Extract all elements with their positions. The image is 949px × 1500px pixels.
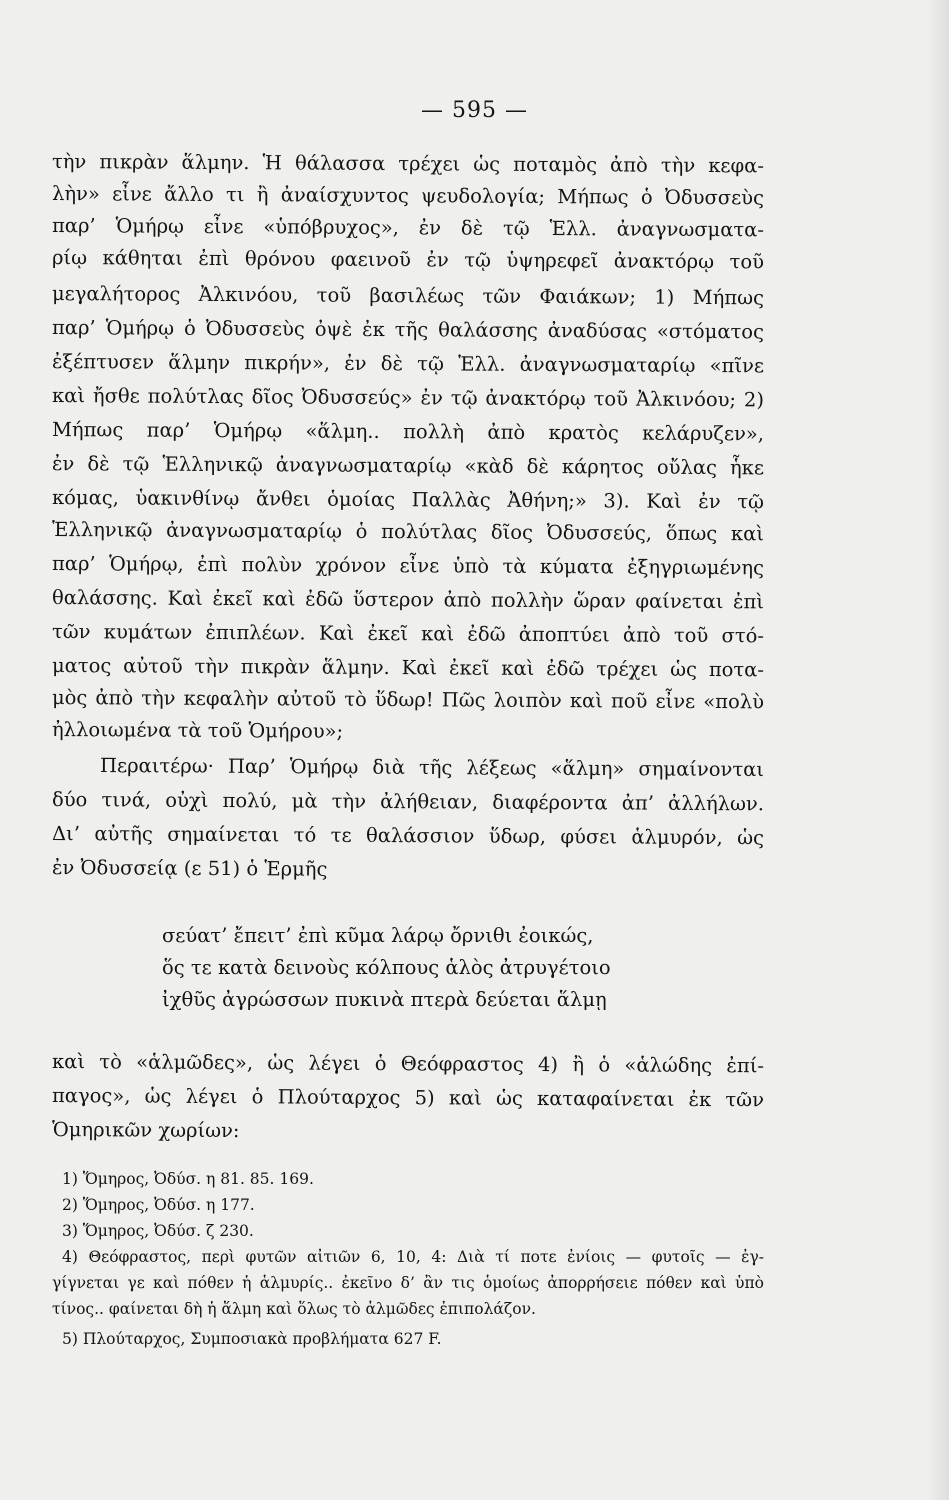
text-line: παρ’ Ὁμήρῳ ὁ Ὀδυσσεὺς ὀψὲ ἐκ τῆς θαλάσσης ἀναδύσας «στόματος <box>51 316 765 344</box>
footnote-3: 3) Ὅμηρος, Ὀδύσ. ζ 230. <box>62 1222 254 1240</box>
footnote-1: 1) Ὅμηρος, Ὀδύσ. η 81. 85. 169. <box>62 1170 314 1188</box>
text-line: μεγαλήτορος Ἀλκινόου, τοῦ βασιλέως τῶν Φαιάκων; 1) Μήπως <box>51 282 765 310</box>
footnote-5: 5) Πλούταρχος, Συμποσιακὰ προβλήματα 627 F. <box>62 1330 442 1348</box>
footnote-4-line: γίγνεται γε καὶ πόθεν ἡ ἁλμυρίς.. ἐκεῖνο δ’ ἂν τις ὁμοίως ἀπορρήσειε πόθεν καὶ ὑπὸ <box>52 1274 764 1292</box>
text-line: θαλάσσης. Καὶ ἐκεῖ καὶ ἐδῶ ὕστερον ἀπὸ πολλὴν ὥραν φαίνεται ἐπὶ <box>51 586 765 614</box>
text-line: τῶν κυμάτων ἐπιπλέων. Καὶ ἐκεῖ καὶ ἐδῶ ἀποπτύει ἀπὸ τοῦ στό- <box>51 620 765 648</box>
verse-line: ἰχθῦς ἀγρώσσων πυκινὰ πτερὰ δεύεται ἅλμῃ <box>162 988 607 1011</box>
text-line: ἠλλοιωμένα τὰ τοῦ Ὁμήρου»; <box>51 718 344 743</box>
text-line: ρίῳ κάθηται ἐπὶ θρόνου φαεινοῦ ἐν τῷ ὑψηρεφεῖ ἀνακτόρῳ τοῦ <box>51 246 765 274</box>
verse-line: ὅς τε κατὰ δεινοὺς κόλπους ἁλὸς ἀτρυγέτοιο <box>162 956 611 979</box>
text-line: Δι’ αὐτῆς σημαίνεται τό τε θαλάσσιον ὕδωρ, φύσει ἁλμυρόν, ὡς <box>51 822 765 850</box>
footnote-4-line: 4) Θεόφραστος, περὶ φυτῶν αἰτιῶν 6, 10, 4: Διὰ τί ποτε ἐνίοις — φυτοῖς — ἐγ- <box>62 1248 764 1266</box>
text-line: καὶ τὸ «ἁλμῶδες», ὡς λέγει ὁ Θεόφραστος 4) ἢ ὁ «ἁλώδης ἐπί- <box>51 1050 765 1078</box>
text-line: παρ’ Ὁμήρῳ εἶνε «ὑπόβρυχος», ἐν δὲ τῷ Ἑλλ. ἀναγνωσματα- <box>51 214 765 242</box>
text-line: ἐν Ὀδυσσείᾳ (ε 51) ὁ Ἑρμῆς <box>51 856 328 881</box>
page-edge-shadow <box>927 0 949 1500</box>
text-line: μὸς ἀπὸ τὴν κεφαλὴν αὐτοῦ τὸ ὕδωρ! Πῶς λοιπὸν καὶ ποῦ εἶνε «πολὺ <box>51 686 765 714</box>
footnote-4-line: τίνος.. φαίνεται δὴ ἡ ἅλμη καὶ ὅλως τὸ ἁλμῶδες ἐπιπολάζον. <box>52 1300 536 1318</box>
text-line: Ὁμηρικῶν χωρίων: <box>51 1118 240 1143</box>
page-number: — 595 — <box>421 98 528 123</box>
text-line: ματος αὐτοῦ τὴν πικρὰν ἅλμην. Καὶ ἐκεῖ καὶ ἐδῶ τρέχει ὡς ποτα- <box>51 654 765 682</box>
text-line: ἐξέπτυσεν ἅλμην πικρήν», ἐν δὲ τῷ Ἑλλ. ἀναγνωσματαρίῳ «πῖνε <box>51 350 765 378</box>
footnote-2: 2) Ὅμηρος, Ὀδύσ. η 177. <box>62 1196 255 1214</box>
text-line: τὴν πικρὰν ἅλμην. Ἡ θάλασσα τρέχει ὡς ποταμὸς ἀπὸ τὴν κεφα- <box>51 150 765 178</box>
text-line: κόμας, ὑακινθίνῳ ἄνθει ὁμοίας Παλλὰς Ἀθήνη;» 3). Καὶ ἐν τῷ <box>51 486 765 514</box>
text-line: παρ’ Ὁμήρῳ, ἐπὶ πολὺν χρόνον εἶνε ὑπὸ τὰ κύματα ἐξηγριωμένης <box>51 552 765 580</box>
text-line: παγος», ὡς λέγει ὁ Πλούταρχος 5) καὶ ὡς καταφαίνεται ἐκ τῶν <box>51 1084 765 1112</box>
text-line: δύο τινά, οὐχὶ πολύ, μὰ τὴν ἀλήθειαν, διαφέροντα ἀπ’ ἀλλήλων. <box>51 788 765 816</box>
text-line: λὴν» εἶνε ἄλλο τι ἢ ἀναίσχυντος ψευδολογία; Μήπως ὁ Ὀδυσσεὺς <box>51 182 765 210</box>
text-line: Μήπως παρ’ Ὁμήρῳ «ἅλμη.. πολλὴ ἀπὸ κρατὸς κελάρυζεν», <box>51 418 765 446</box>
text-line: ἐν δὲ τῷ Ἑλληνικῷ ἀναγνωσματαρίῳ «κὰδ δὲ κάρητος οὔλας ἧκε <box>51 452 765 480</box>
text-line: Περαιτέρω· Παρ’ Ὁμήρῳ διὰ τῆς λέξεως «ἅλμη» σημαίνονται <box>99 754 765 782</box>
text-line: καὶ ἤσθε πολύτλας δῖος Ὀδυσσεύς» ἐν τῷ ἀνακτόρῳ τοῦ Ἀλκινόου; 2) <box>51 384 765 412</box>
verse-line: σεύατ’ ἔπειτ’ ἐπὶ κῦμα λάρῳ ὄρνιθι ἐοικώς, <box>162 924 594 947</box>
text-line: Ἑλληνικῷ ἀναγνωσματαρίῳ ὁ πολύτλας δῖος Ὀδυσσεύς, ὅπως καὶ <box>51 518 765 546</box>
